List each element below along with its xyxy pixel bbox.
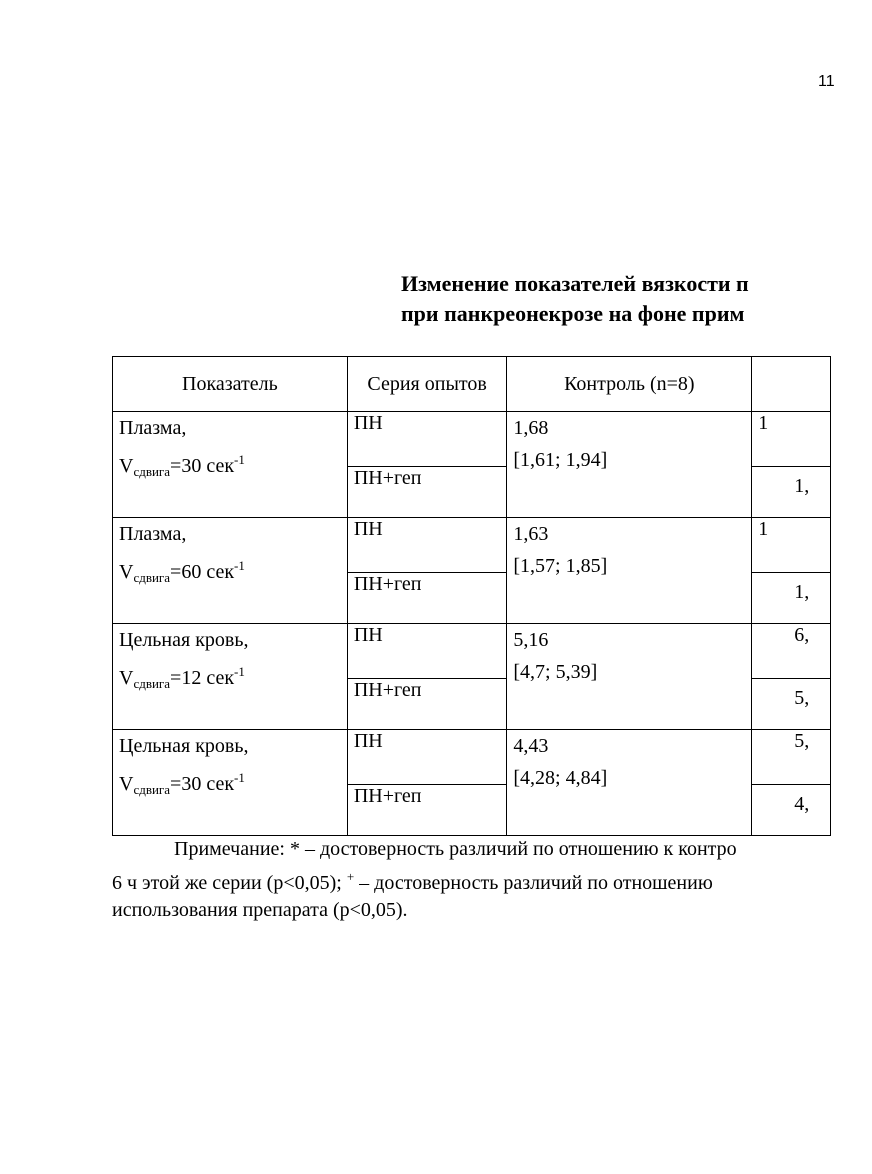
control-range: [1,61; 1,94] <box>513 449 608 471</box>
next-cell: 1 <box>752 412 831 467</box>
series-cell: ПН <box>347 412 507 467</box>
next-cell: 1 <box>752 518 831 573</box>
shear-rate: $V_{сдвига}=60$ сек$^{-1}$ <box>119 558 245 585</box>
table-row <box>113 518 831 573</box>
header-next <box>752 357 831 412</box>
indicator-name: Цельная кровь, <box>119 629 249 651</box>
series-cell: ПН <box>347 624 507 679</box>
table-row <box>113 624 831 679</box>
table-title-line-1: Изменение показателей вязкости п <box>401 271 749 296</box>
page-number: 11 <box>818 73 835 90</box>
header-series: Серия опытов <box>347 357 507 412</box>
control-range: [1,57; 1,85] <box>513 555 608 577</box>
series-cell: ПН+геп <box>347 679 507 730</box>
series-cell: ПН+геп <box>347 573 507 624</box>
shear-rate: $V_{сдвига}=12$ сек$^{-1}$ <box>119 664 245 691</box>
control-value: 4,43 <box>513 735 549 757</box>
control-range: [4,7; 5,39] <box>513 661 598 683</box>
next-cell: 1, <box>752 573 831 624</box>
header-indicator: Показатель <box>113 357 348 412</box>
shear-rate: $V_{сдвига}=30$ сек$^{-1}$ <box>119 770 245 797</box>
control-cell <box>507 730 752 836</box>
control-cell <box>507 412 752 518</box>
next-cell: 5, <box>752 679 831 730</box>
shear-rate: $V_{сдвига}=30$ сек$^{-1}$ <box>119 452 245 479</box>
note-line-3: использования препарата (p<0,05). <box>112 899 408 921</box>
series-cell: ПН+геп <box>347 785 507 836</box>
header-control: Контроль (n=8) <box>507 357 752 412</box>
indicator-cell <box>113 624 348 730</box>
table-note <box>112 836 872 924</box>
control-value: 1,63 <box>513 523 549 545</box>
table-title <box>401 270 749 330</box>
indicator-cell <box>113 412 348 518</box>
note-line-1: Примечание: * – достоверность различий по отношению к контро <box>174 838 737 860</box>
indicator-cell <box>113 730 348 836</box>
control-value: 1,68 <box>513 417 549 439</box>
viscosity-table <box>112 356 831 836</box>
table-row <box>113 730 831 785</box>
series-cell: ПН <box>347 518 507 573</box>
note-line-2: 6 ч этой же серии (p<0,05); + – достоверность различий по отношению <box>112 869 713 894</box>
next-cell: 5, <box>752 730 831 785</box>
next-cell: 6, <box>752 624 831 679</box>
next-cell: 1, <box>752 467 831 518</box>
series-cell: ПН+геп <box>347 467 507 518</box>
table-header-row <box>113 357 831 412</box>
indicator-cell <box>113 518 348 624</box>
indicator-name: Плазма, <box>119 417 187 439</box>
table-row <box>113 412 831 467</box>
table-title-line-2: при панкреонекрозе на фоне прим <box>401 301 745 326</box>
control-value: 5,16 <box>513 629 549 651</box>
series-cell: ПН <box>347 730 507 785</box>
indicator-name: Цельная кровь, <box>119 735 249 757</box>
control-range: [4,28; 4,84] <box>513 767 608 789</box>
control-cell <box>507 624 752 730</box>
indicator-name: Плазма, <box>119 523 187 545</box>
control-cell <box>507 518 752 624</box>
next-cell: 4, <box>752 785 831 836</box>
